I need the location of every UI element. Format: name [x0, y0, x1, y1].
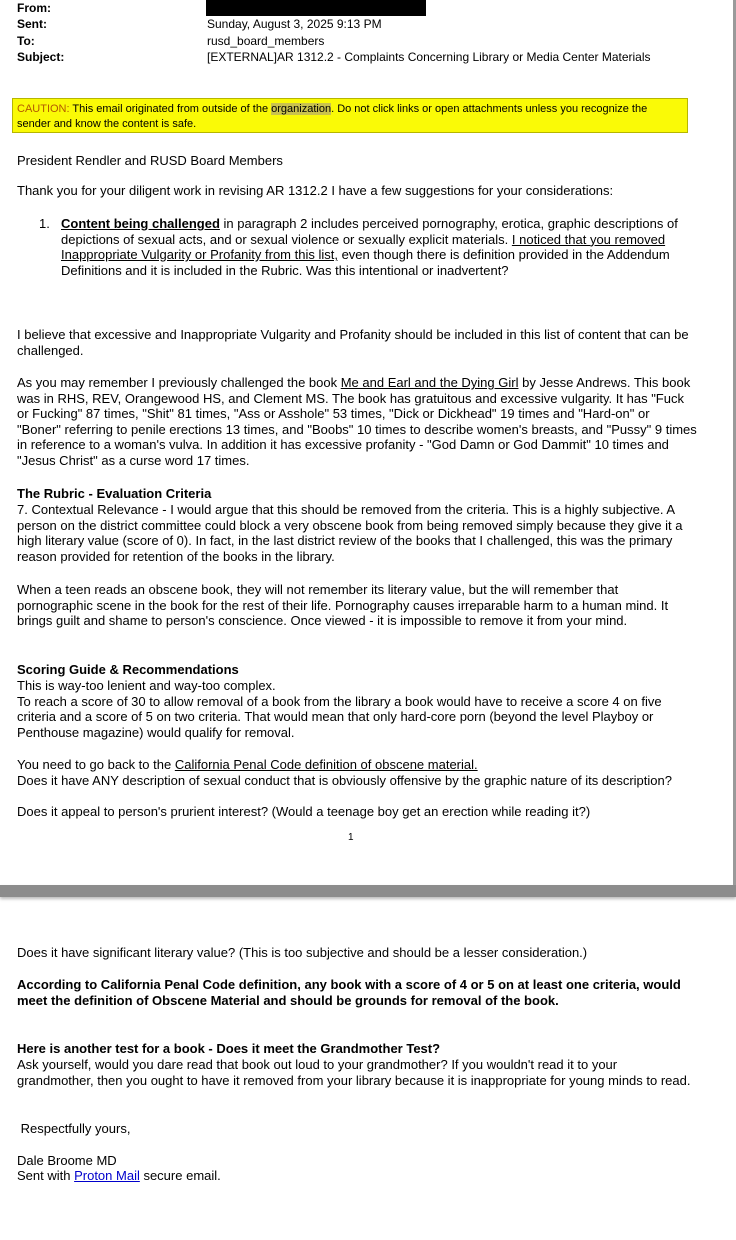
remember-text-a: As you may remember I previously challenged the book — [17, 375, 341, 390]
list-number: 1. — [39, 216, 50, 231]
list-item-content — [61, 216, 701, 278]
external-caution-banner — [12, 98, 688, 133]
rubric-paragraph: 7. Contextual Relevance - I would argue that this should be removed from the criteria. This is a highly subjective. A person on the district committee could block a very obscene book from being removed simply because they give it a high literary value (score of 0). In fact, in the last district review of the books that I challenged, this was the primary reason provided for retention of the books in the library. — [17, 502, 683, 564]
according-paragraph: According to California Penal Code definition, any book with a score of 4 or 5 on at least one criteria, would meet the definition of Obscene Material and should be grounds for removal of the book. — [17, 977, 681, 1008]
to-value: rusd_board_members — [207, 34, 325, 48]
remember-text-b: by Jesse Andrews. This book was in RHS, REV, Orangewood HS, and Clement MS. The book has gratuitous and excessive vulgarity. It has "Fuck or Fucking" 87 times, "Shit" 81 times, "Ass or Asshole" 53 times, "Dick or Dickhead" 19 times and "Hard-on" or "Boner" referring to penile erections 13 times, and "Boobs" 10 times to describe women's breasts, and "Pussy" 9 times in reference to a woman's vulva. In addition it has excessive profanity - "God Damn or God Dammit" 10 times and "Jesus Christ" as a curse word 17 times. — [17, 375, 697, 468]
sent-label: Sent: — [17, 17, 47, 31]
rubric-heading: The Rubric - Evaluation Criteria — [17, 486, 212, 501]
item-bold-heading: Content being challenged — [61, 216, 220, 231]
penal-paragraph — [17, 757, 697, 773]
penal-code-link[interactable]: California Penal Code definition of obscene material. — [174, 757, 478, 772]
grandmother-paragraph: Ask yourself, would you dare read that book out loud to your grandmother? If you wouldn't read it to your grandmother, then you ought to have it removed from your library because it is inappropriate for young minds to read. — [17, 1057, 691, 1088]
grandmother-heading: Here is another test for a book - Does it meet the Grandmother Test? — [17, 1041, 441, 1056]
caution-label: CAUTION: — [17, 103, 70, 115]
penal-text: You need to go back to the — [17, 757, 175, 772]
believe-paragraph: I believe that excessive and Inappropriate Vulgarity and Profanity should be included in this list of content that can be challenged. — [17, 327, 689, 358]
sent-with-text-end: secure email. — [139, 1168, 221, 1183]
scoring-paragraph: This is way-too lenient and way-too complex. To reach a score of 30 to allow removal of a book from the library a book would have to receive a score 4 on five criteria and a score of 5 on two criteria. That would mean that only hard-core porn (beyond the level Playboy or Penthouse magazine) would qualify for removal. — [17, 678, 662, 740]
item-text-b: even though there is definition provided in the Addendum Definitions and it is included in the Rubric. Was this intentional or inadvertent? — [61, 247, 670, 278]
page-separator — [0, 885, 736, 897]
proton-mail-link[interactable]: Proton Mail — [74, 1168, 140, 1183]
book-title: Me and Earl and the Dying Girl — [340, 375, 519, 390]
redacted-sender — [206, 0, 426, 16]
thanks-paragraph: Thank you for your diligent work in revising AR 1312.2 I have a few suggestions for your considerations: — [17, 183, 614, 198]
question-2: Does it appeal to person's prurient interest? (Would a teenage boy get an erection while reading it?) — [17, 804, 591, 819]
question-1: Does it have ANY description of sexual conduct that is obviously offensive by the graphic nature of its description? — [17, 773, 672, 788]
sent-with-line — [17, 1168, 697, 1184]
sent-with-text: Sent with — [17, 1168, 75, 1183]
greeting: President Rendler and RUSD Board Members — [17, 153, 283, 168]
page-number: 1 — [348, 832, 354, 843]
remember-paragraph — [17, 375, 697, 468]
closing: Respectfully yours, — [17, 1121, 131, 1136]
from-label: From: — [17, 1, 51, 15]
sent-value: Sunday, August 3, 2025 9:13 PM — [207, 17, 382, 31]
scoring-heading: Scoring Guide & Recommendations — [17, 662, 239, 677]
signature: Dale Broome MD — [17, 1153, 117, 1168]
caution-highlight: organization — [271, 103, 332, 115]
subject-value: [EXTERNAL]AR 1312.2 - Complaints Concerning Library or Media Center Materials — [207, 50, 651, 64]
question-3: Does it have significant literary value? (This is too subjective and should be a lesser consideration.) — [17, 945, 588, 960]
subject-label: Subject: — [17, 50, 65, 64]
caution-text-a: This email originated from outside of the — [69, 103, 272, 115]
to-label: To: — [17, 34, 35, 48]
item-text-a: in paragraph 2 includes perceived pornography, erotica, graphic descriptions of depictions of sexual acts, and or sexual violence or sexually explicit materials. — [61, 216, 678, 247]
caution-text-b: . Do not click links or open attachments unless you recognize the sender and know the content is safe. — [17, 103, 648, 130]
teen-paragraph: When a teen reads an obscene book, they will not remember its literary value, but the will remember that pornographic scene in the book for the rest of their life. Pornography causes irreparable harm to a human mind. It brings guilt and shame to person's conscience. Once viewed - it is impossible to remove it from your mind. — [17, 582, 669, 628]
item-underlined-text: I noticed that you removed Inappropriate Vulgarity or Profanity from this list, — [61, 231, 666, 262]
